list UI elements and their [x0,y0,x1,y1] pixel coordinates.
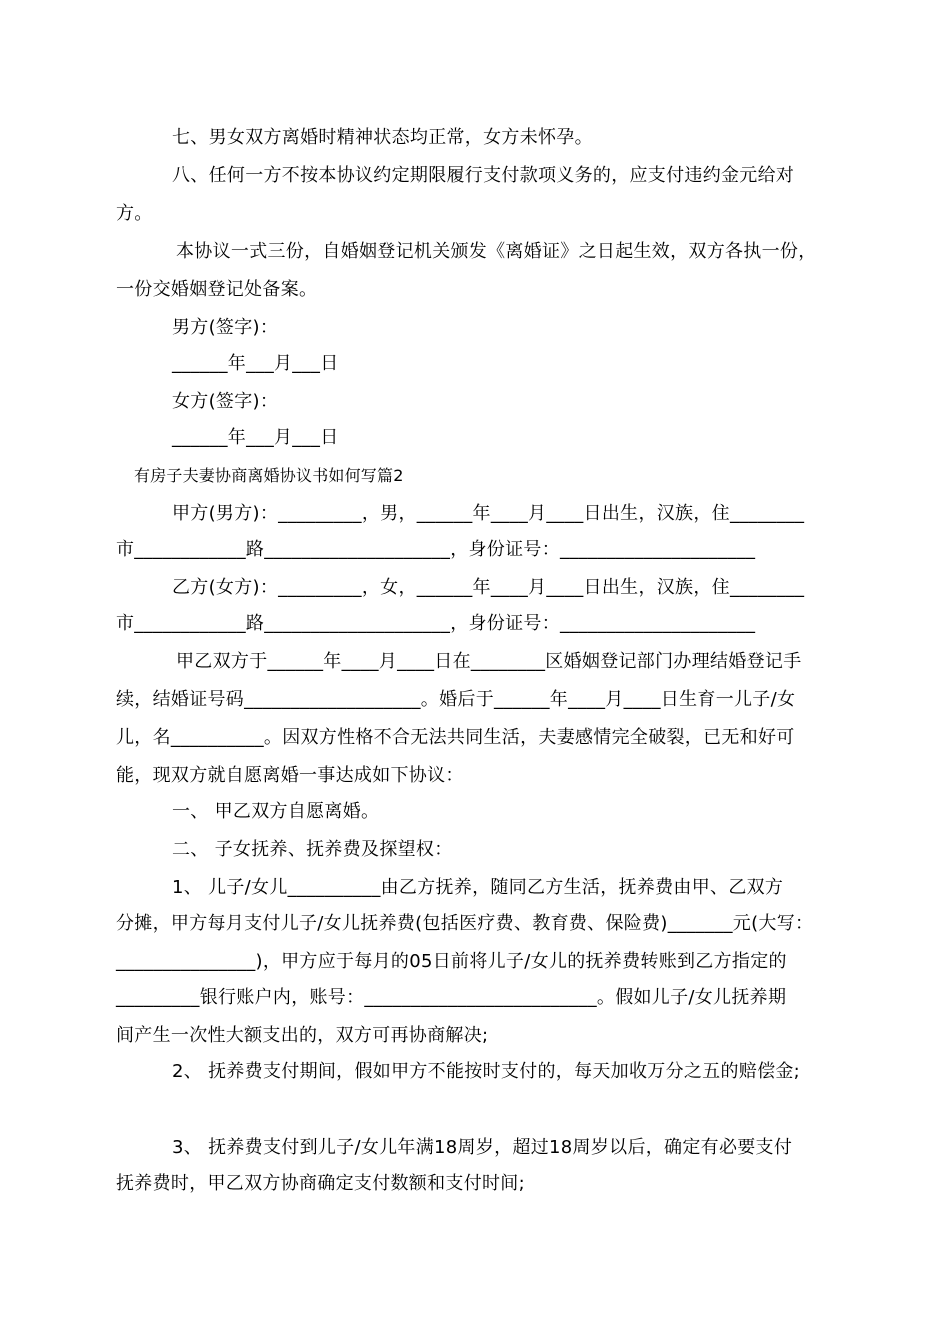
item-1-line-3: _______________)，甲方应于每月的05日前将儿子/女儿的抚养费转账到乙方指定的 [116,951,787,972]
marriage-registration-line-3: 儿，名__________。因双方性格不合无法共同生活，夫妻感情完全破裂，已无和好可 [116,727,795,748]
male-signature-label: 男方(签字)： [172,317,279,338]
item-1-line-2: 分摊，甲方每月支付儿子/女儿抚养费(包括医疗费、教育费、保险费)_______元(大写： [116,913,814,934]
copies-clause: 本协议一式三份，自婚姻登记机关颁发《离婚证》之日起生效，双方各执一份， [176,241,817,262]
marriage-registration-line-1: 甲乙双方于______年____月____日在________区婚姻登记部门办理结婚登记手 [176,651,802,672]
marriage-registration-line-4: 能，现双方就自愿离婚一事达成如下协议： [116,765,464,786]
clause-8: 八、任何一方不按本协议约定期限履行支付款项义务的，应支付违约金元给对 [172,165,795,186]
male-signature-date: ______年___月___日 [172,353,339,374]
section-heading: 有房子夫妻协商离婚协议书如何写篇2 [134,466,404,485]
party-b-line-1: 乙方(女方)：_________，女，______年____月____日出生，汉族，住________ [172,577,805,598]
female-signature-date: ______年___月___日 [172,427,339,448]
article-2: 二、 子女抚养、抚养费及探望权： [172,839,453,860]
marriage-registration-line-2: 续，结婚证号码___________________。婚后于______年____月____日生育一儿子/女 [116,689,796,710]
item-2: 2、 抚养费支付期间，假如甲方不能按时支付的，每天加收万分之五的赔偿金; [172,1061,801,1082]
party-a-line-1: 甲方(男方)：_________，男，______年____月____日出生，汉族，住________ [172,503,805,524]
article-1: 一、 甲乙双方自愿离婚。 [172,801,380,822]
item-1-line-1: 1、 儿子/女儿__________由乙方抚养，随同乙方生活，抚养费由甲、乙双方 [172,877,784,898]
clause-7: 七、男女双方离婚时精神状态均正常，女方未怀孕。 [172,127,593,148]
copies-clause-continued: 一份交婚姻登记处备案。 [116,279,318,300]
item-3-line-2: 抚养费时，甲乙双方协商确定支付数额和支付时间; [116,1173,525,1194]
item-3-line-1: 3、 抚养费支付到儿子/女儿年满18周岁，超过18周岁以后，确定有必要支付 [172,1137,793,1158]
female-signature-label: 女方(签字)： [172,391,279,412]
item-1-line-5: 间产生一次性大额支出的，双方可再协商解决; [116,1025,489,1046]
party-b-line-2: 市____________路____________________，身份证号：_____________________ [116,613,756,634]
item-1-line-4: _________银行账户内，账号：_________________________。假如儿子/女儿抚养期 [116,987,787,1008]
clause-8-continued: 方。 [116,203,153,224]
party-a-line-2: 市____________路____________________，身份证号：_____________________ [116,539,756,560]
